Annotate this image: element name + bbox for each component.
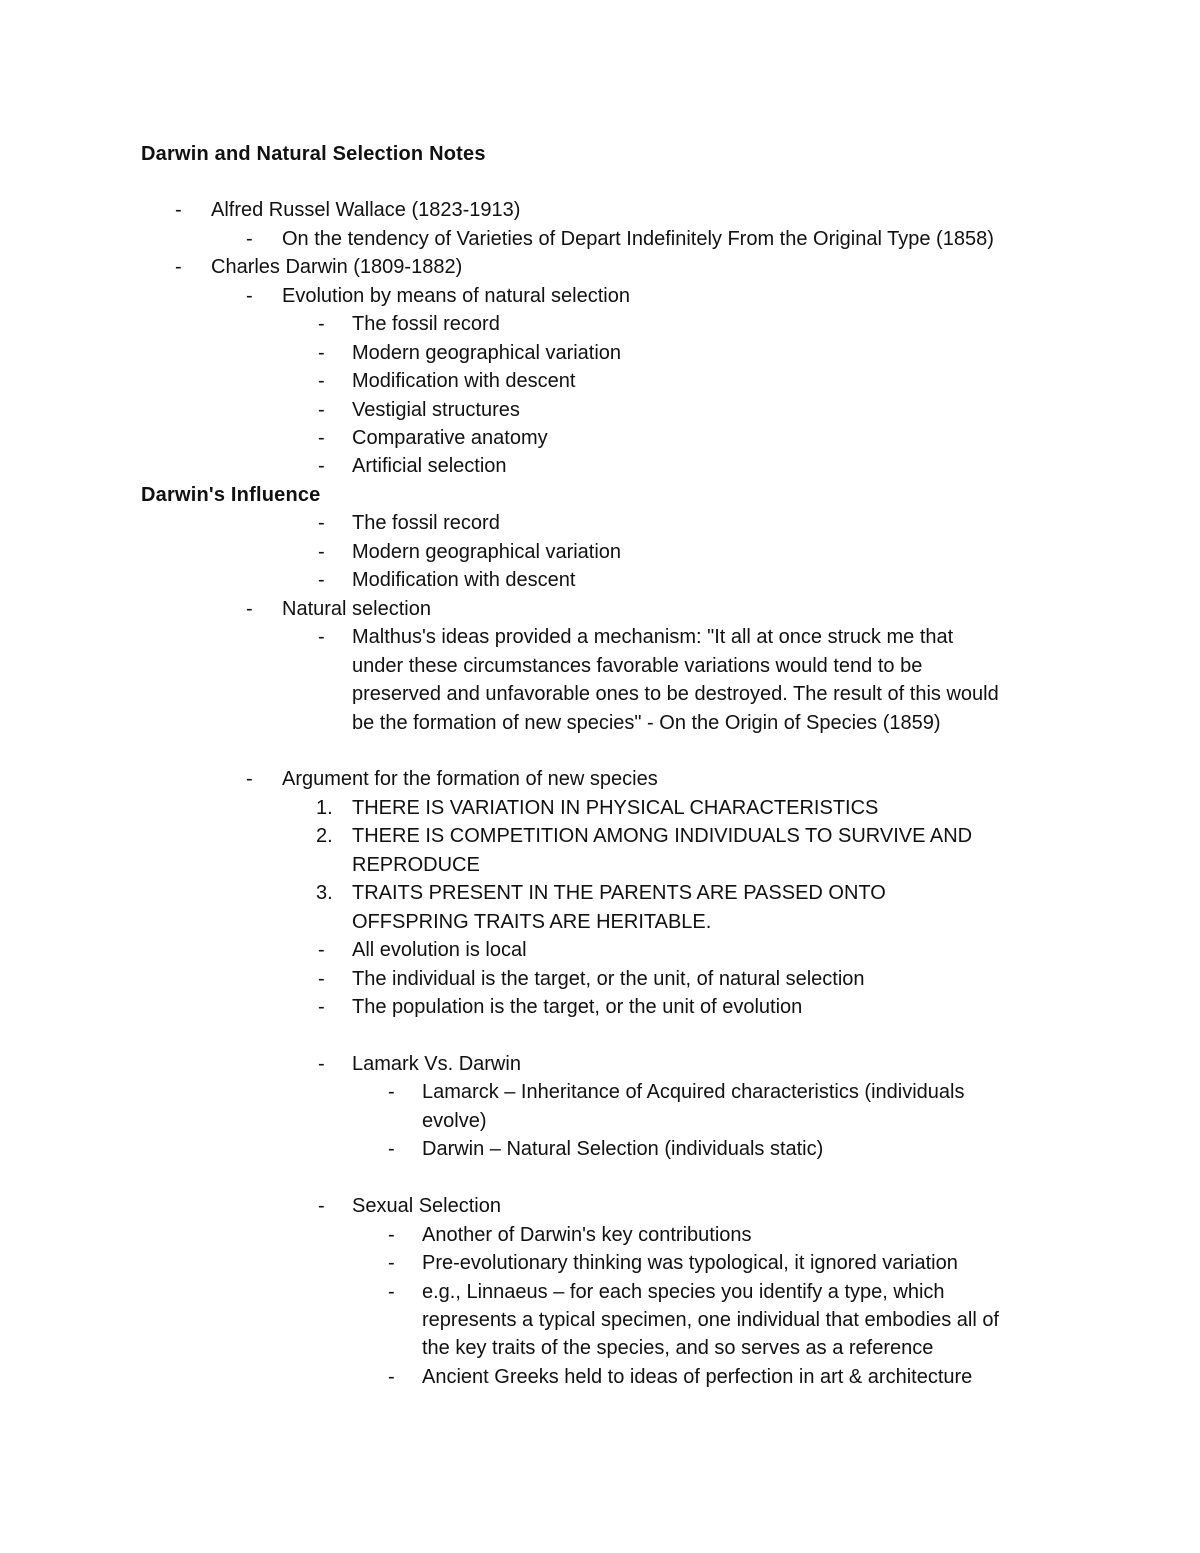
dash-bullet: - xyxy=(388,1365,395,1388)
dash-bullet: - xyxy=(318,398,325,421)
line-text: Lamark Vs. Darwin xyxy=(352,1052,521,1075)
dash-bullet: - xyxy=(318,569,325,592)
heading-text: Darwin and Natural Selection Notes xyxy=(141,142,486,165)
dash-bullet: - xyxy=(318,455,325,478)
dash-bullet: - xyxy=(318,1052,325,1075)
line-text: THERE IS VARIATION IN PHYSICAL CHARACTERISTICS xyxy=(352,796,879,819)
line-text: The individual is the target, or the unit, of natural selection xyxy=(352,967,865,990)
list-number: 1. xyxy=(316,796,333,819)
line-text: the key traits of the species, and so serves as a reference xyxy=(422,1337,934,1360)
dash-bullet: - xyxy=(318,512,325,535)
line-text: Modern geographical variation xyxy=(352,341,622,364)
line-text: Natural selection xyxy=(282,597,431,620)
dash-bullet: - xyxy=(246,597,253,620)
dash-bullet: - xyxy=(318,1195,325,1218)
line-text: under these circumstances favorable variations would tend to be xyxy=(352,654,923,677)
list-number: 2. xyxy=(316,825,333,848)
line-text: The fossil record xyxy=(352,313,500,336)
line-text: REPRODUCE xyxy=(352,853,480,876)
line-text: The fossil record xyxy=(352,512,500,535)
line-text: THERE IS COMPETITION AMONG INDIVIDUALS TO SURVIVE AND xyxy=(352,825,973,848)
dash-bullet: - xyxy=(175,256,182,279)
list-number: 3. xyxy=(316,882,333,905)
line-text: Darwin – Natural Selection (individuals static) xyxy=(422,1138,824,1161)
dash-bullet: - xyxy=(388,1138,395,1161)
line-text: e.g., Linnaeus – for each species you identify a type, which xyxy=(422,1280,945,1303)
dash-bullet: - xyxy=(246,284,253,307)
line-text: All evolution is local xyxy=(352,939,527,962)
line-text: Modification with descent xyxy=(352,569,576,592)
line-text: represents a typical specimen, one individual that embodies all of xyxy=(422,1308,999,1331)
line-text: Another of Darwin's key contributions xyxy=(422,1223,752,1246)
dash-bullet: - xyxy=(388,1223,395,1246)
dash-bullet: - xyxy=(246,227,253,250)
line-text: Vestigial structures xyxy=(352,398,520,421)
dash-bullet: - xyxy=(318,313,325,336)
line-text: TRAITS PRESENT IN THE PARENTS ARE PASSED ONTO xyxy=(352,882,886,905)
line-text: Pre-evolutionary thinking was typological, it ignored variation xyxy=(422,1252,958,1275)
line-text: Sexual Selection xyxy=(352,1195,501,1218)
line-text: Alfred Russel Wallace (1823-1913) xyxy=(211,199,521,222)
heading-text: Darwin's Influence xyxy=(141,483,321,506)
dash-bullet: - xyxy=(318,341,325,364)
dash-bullet: - xyxy=(318,626,325,649)
line-text: On the tendency of Varieties of Depart Indefinitely From the Original Type (1858) xyxy=(282,227,994,250)
dash-bullet: - xyxy=(318,939,325,962)
line-text: Lamarck – Inheritance of Acquired characteristics (individuals xyxy=(422,1081,965,1104)
line-text: be the formation of new species" - On the Origin of Species (1859) xyxy=(352,711,941,734)
dash-bullet: - xyxy=(318,540,325,563)
line-text: OFFSPRING TRAITS ARE HERITABLE. xyxy=(352,910,712,933)
line-text: Artificial selection xyxy=(352,455,507,478)
dash-bullet: - xyxy=(318,370,325,393)
line-text: Charles Darwin (1809-1882) xyxy=(211,256,463,279)
dash-bullet: - xyxy=(175,199,182,222)
line-text: Ancient Greeks held to ideas of perfection in art & architecture xyxy=(422,1365,973,1388)
line-text: Comparative anatomy xyxy=(352,427,548,449)
dash-bullet: - xyxy=(246,768,253,791)
dash-bullet: - xyxy=(318,996,325,1018)
line-text: Modification with descent xyxy=(352,370,576,393)
line-text: The population is the target, or the unit of evolution xyxy=(352,996,803,1018)
dash-bullet: - xyxy=(318,967,325,990)
line-text: evolve) xyxy=(422,1109,487,1132)
line-text: Evolution by means of natural selection xyxy=(282,284,630,307)
dash-bullet: - xyxy=(388,1081,395,1104)
dash-bullet: - xyxy=(318,427,325,449)
line-text: Argument for the formation of new species xyxy=(282,768,658,791)
dash-bullet: - xyxy=(388,1252,395,1275)
line-text: preserved and unfavorable ones to be destroyed. The result of this would xyxy=(352,683,999,706)
line-text: Malthus's ideas provided a mechanism: "It all at once struck me that xyxy=(352,626,954,649)
dash-bullet: - xyxy=(388,1280,395,1303)
line-text: Modern geographical variation xyxy=(352,540,622,563)
